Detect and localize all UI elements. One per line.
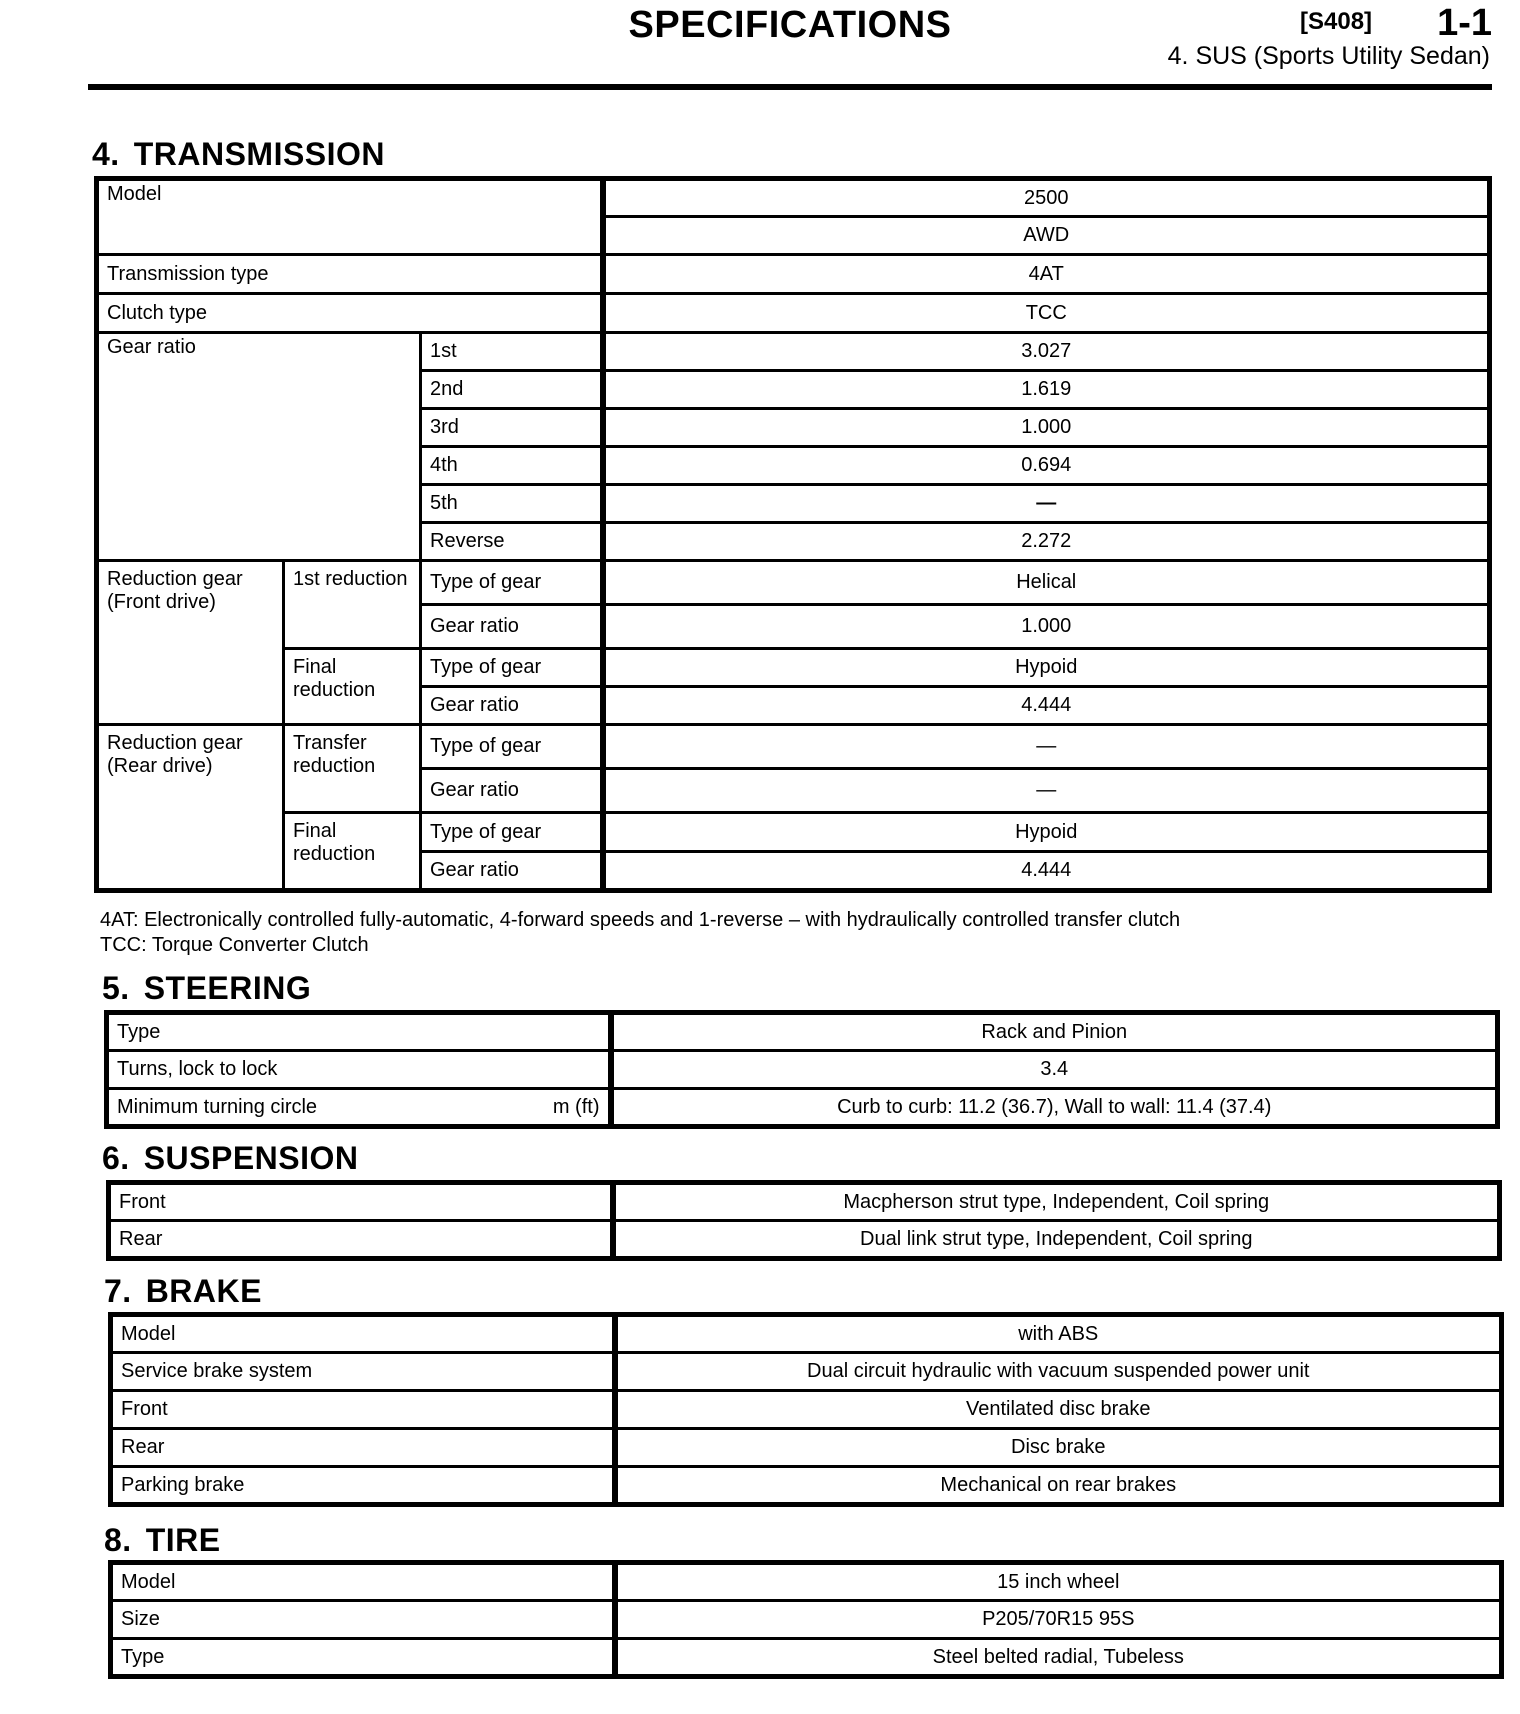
transmission-title: TRANSMISSION [133, 136, 386, 172]
turning-circle-label-cell [107, 1089, 611, 1127]
table-row [97, 813, 1490, 852]
gear-value: 1.000 [603, 409, 1490, 447]
gear-ratio-value: 4.444 [603, 852, 1490, 891]
drive-value: AWD [603, 217, 1490, 255]
table-row [97, 725, 1490, 769]
table-row [111, 1353, 1502, 1391]
brake-number: 7. [104, 1273, 132, 1309]
table-row [111, 1315, 1502, 1353]
type-of-gear-value: Hypoid [603, 813, 1490, 852]
gear-ratio-value: 4.444 [603, 687, 1490, 725]
suspension-number: 6. [102, 1140, 130, 1176]
steering-heading [102, 970, 311, 1007]
brake-table [108, 1312, 1504, 1507]
table-row [111, 1639, 1502, 1677]
transmission-number: 4. [92, 136, 120, 172]
type-of-gear-label: Type of gear [421, 725, 603, 769]
brake-model-value: with ABS [615, 1315, 1502, 1353]
steering-type-label: Type [107, 1013, 611, 1051]
suspension-heading [102, 1140, 359, 1177]
table-row [111, 1563, 1502, 1601]
brake-rear-label: Rear [111, 1429, 615, 1467]
rear-drive-label: Reduction gear (Rear drive) [97, 725, 284, 891]
tire-size-value: P205/70R15 95S [615, 1601, 1502, 1639]
table-row [107, 1051, 1498, 1089]
clutch-type-value: TCC [603, 294, 1490, 333]
gear-ratio-sub-label: Gear ratio [421, 769, 603, 813]
turning-circle-value: Curb to curb: 11.2 (36.7), Wall to wall: 11.4 (37.4) [611, 1089, 1498, 1127]
table-row [107, 1089, 1498, 1127]
brake-title: BRAKE [145, 1273, 262, 1309]
gear-value: 0.694 [603, 447, 1490, 485]
gear-ratio-sub-label: Gear ratio [421, 687, 603, 725]
gear-label: 2nd [421, 371, 603, 409]
parking-brake-value: Mechanical on rear brakes [615, 1467, 1502, 1505]
front-first-reduction-label: 1st reduction [284, 561, 421, 649]
tire-heading [104, 1522, 221, 1559]
table-row [111, 1429, 1502, 1467]
suspension-rear-label: Rear [109, 1221, 613, 1259]
table-row [111, 1391, 1502, 1429]
table-row [97, 649, 1490, 687]
gear-ratio-sub-label: Gear ratio [421, 605, 603, 649]
front-final-reduction-label: Final reduction [284, 649, 421, 725]
brake-front-value: Ventilated disc brake [615, 1391, 1502, 1429]
note-tcc: TCC: Torque Converter Clutch [100, 934, 369, 956]
type-of-gear-value: Helical [603, 561, 1490, 605]
type-of-gear-label: Type of gear [421, 649, 603, 687]
service-brake-value: Dual circuit hydraulic with vacuum suspended power unit [615, 1353, 1502, 1391]
front-drive-label: Reduction gear (Front drive) [97, 561, 284, 725]
note-4at: 4AT: Electronically controlled fully-automatic, 4-forward speeds and 1-reverse – with hydraulically controlled transfer clutch [100, 909, 1181, 931]
gear-label: Reverse [421, 523, 603, 561]
tire-size-label: Size [111, 1601, 615, 1639]
tire-type-label: Type [111, 1639, 615, 1677]
table-row [109, 1221, 1500, 1259]
table-row [97, 255, 1490, 294]
table-row [111, 1601, 1502, 1639]
transmission-notes [100, 908, 1180, 958]
gear-ratio-label: Gear ratio [97, 333, 421, 561]
gear-label: 1st [421, 333, 603, 371]
steering-title: STEERING [143, 970, 312, 1006]
gear-value: 3.027 [603, 333, 1490, 371]
gear-label: 5th [421, 485, 603, 523]
brake-heading [104, 1273, 262, 1310]
table-row [97, 179, 1490, 217]
turning-circle-unit: m (ft) [552, 1095, 600, 1118]
gear-label: 4th [421, 447, 603, 485]
table-row [97, 561, 1490, 605]
turning-circle-label: Minimum turning circle [117, 1095, 318, 1118]
gear-ratio-value: — [603, 769, 1490, 813]
type-of-gear-value: — [603, 725, 1490, 769]
table-row [97, 333, 1490, 371]
steering-table [104, 1010, 1500, 1129]
suspension-front-value: Macpherson strut type, Independent, Coil spring [613, 1183, 1500, 1221]
model-label: Model [97, 179, 603, 255]
page-title: SPECIFICATIONS [628, 4, 952, 46]
page-number: 1-1 [1437, 2, 1492, 44]
turns-label: Turns, lock to lock [107, 1051, 611, 1089]
page-subtitle: 4. SUS (Sports Utility Sedan) [1167, 42, 1490, 70]
type-of-gear-label: Type of gear [421, 813, 603, 852]
tire-number: 8. [104, 1522, 132, 1558]
gear-label: 3rd [421, 409, 603, 447]
transmission-type-value: 4AT [603, 255, 1490, 294]
brake-model-label: Model [111, 1315, 615, 1353]
clutch-type-label: Clutch type [97, 294, 603, 333]
gear-ratio-sub-label: Gear ratio [421, 852, 603, 891]
header-rule [88, 84, 1492, 90]
section-code: [S408] [1300, 8, 1373, 35]
brake-front-label: Front [111, 1391, 615, 1429]
tire-model-value: 15 inch wheel [615, 1563, 1502, 1601]
transmission-heading [92, 136, 385, 173]
table-row [107, 1013, 1498, 1051]
suspension-title: SUSPENSION [143, 1140, 359, 1176]
transmission-table [94, 176, 1492, 893]
rear-final-reduction-label: Final reduction [284, 813, 421, 891]
gear-ratio-value: 1.000 [603, 605, 1490, 649]
type-of-gear-label: Type of gear [421, 561, 603, 605]
tire-title: TIRE [145, 1522, 221, 1558]
gear-value: 1.619 [603, 371, 1490, 409]
steering-type-value: Rack and Pinion [611, 1013, 1498, 1051]
tire-type-value: Steel belted radial, Tubeless [615, 1639, 1502, 1677]
suspension-table [106, 1180, 1502, 1261]
service-brake-label: Service brake system [111, 1353, 615, 1391]
model-value: 2500 [603, 179, 1490, 217]
rear-transfer-reduction-label: Transfer reduction [284, 725, 421, 813]
suspension-front-label: Front [109, 1183, 613, 1221]
tire-table [108, 1560, 1504, 1679]
type-of-gear-value: Hypoid [603, 649, 1490, 687]
transmission-type-label: Transmission type [97, 255, 603, 294]
brake-rear-value: Disc brake [615, 1429, 1502, 1467]
gear-value: 2.272 [603, 523, 1490, 561]
tire-model-label: Model [111, 1563, 615, 1601]
table-row [97, 294, 1490, 333]
table-row [111, 1467, 1502, 1505]
gear-value: — [603, 485, 1490, 523]
turns-value: 3.4 [611, 1051, 1498, 1089]
steering-number: 5. [102, 970, 130, 1006]
suspension-rear-value: Dual link strut type, Independent, Coil spring [613, 1221, 1500, 1259]
table-row [109, 1183, 1500, 1221]
parking-brake-label: Parking brake [111, 1467, 615, 1505]
